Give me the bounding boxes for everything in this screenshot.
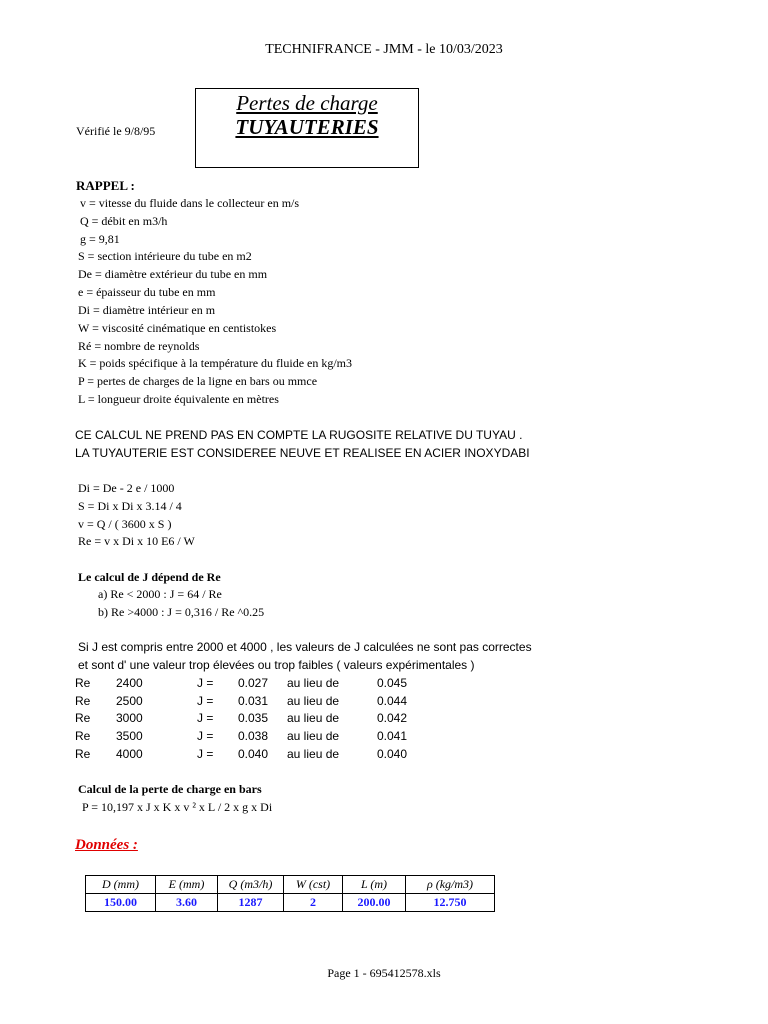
j-case-line: a) Re < 2000 : J = 64 / Re [98,587,222,601]
notice-line: LA TUYAUTERIE EST CONSIDEREE NEUVE ET REALISEE EN ACIER INOXYDABI [75,446,530,460]
j-case-line: b) Re >4000 : J = 0,316 / Re ^0.25 [98,605,265,619]
table-cell[interactable]: 12.750 [406,894,495,912]
page-footer: Page 1 - 695412578.xls [327,966,441,980]
notice-line: CE CALCUL NE PREND PAS EN COMPTE LA RUGOSITE RELATIVE DU TUYAU . [75,428,523,442]
j-value: 0.040 [238,747,269,761]
column-header: L (m) [343,876,406,894]
re-value: 3000 [116,711,143,725]
j-section-heading: Le calcul de J dépend de Re [78,570,221,584]
j-label: J = [197,747,214,761]
table-cell[interactable]: 3.60 [156,894,218,912]
definition-line: g = 9,81 [80,232,120,246]
donnees-title: Données : [75,837,138,853]
experimental-value: 0.045 [377,676,408,690]
column-header: ρ (kg/m3) [406,876,495,894]
instead-label: au lieu de [287,694,340,708]
definition-line: P = pertes de charges de la ligne en bars ou mmce [78,374,318,388]
table-cell[interactable]: 2 [284,894,343,912]
j-label: J = [197,694,214,708]
table-row [86,894,495,912]
instead-label: au lieu de [287,711,340,725]
definition-line: v = vitesse du fluide dans le collecteur en m/s [80,196,300,210]
j-value: 0.031 [238,694,269,708]
formula-line: S = Di x Di x 3.14 / 4 [78,499,182,513]
column-header: W (cst) [284,876,343,894]
re-value: 2400 [116,676,143,690]
j-label: J = [197,711,214,725]
title-line-2: TUYAUTERIES [235,115,379,139]
perte-formula: P = 10,197 x J x K x v ² x L / 2 x g x Di [82,800,273,814]
title-line-1: Pertes de charge [236,91,378,115]
definition-line: W = viscosité cinématique en centistokes [78,321,277,335]
definition-line: Q = débit en m3/h [80,214,168,228]
table-cell[interactable]: 200.00 [343,894,406,912]
re-label: Re [75,747,91,761]
title-box [195,88,419,168]
re-label: Re [75,694,91,708]
j-value: 0.027 [238,676,269,690]
rappel-heading: RAPPEL : [76,178,135,193]
experimental-value: 0.040 [377,747,408,761]
formula-line: Re = v x Di x 10 E6 / W [78,534,195,548]
definition-line: De = diamètre extérieur du tube en mm [78,267,268,281]
re-label: Re [75,729,91,743]
definition-line: Di = diamètre intérieur en m [78,303,216,317]
verified-date: Vérifié le 9/8/95 [76,124,156,138]
instead-label: au lieu de [287,676,340,690]
j-label: J = [197,676,214,690]
j-value: 0.035 [238,711,269,725]
definition-line: K = poids spécifique à la température du fluide en kg/m3 [78,356,353,370]
experimental-value: 0.042 [377,711,408,725]
re-label: Re [75,711,91,725]
perte-heading: Calcul de la perte de charge en bars [78,782,262,796]
warning-line: Si J est compris entre 2000 et 4000 , les valeurs de J calculées ne sont pas correctes [78,640,532,654]
j-label: J = [197,729,214,743]
definition-line: e = épaisseur du tube en mm [78,285,216,299]
j-value: 0.038 [238,729,269,743]
formula-line: v = Q / ( 3600 x S ) [78,517,172,531]
table-header-row [86,876,495,894]
experimental-value: 0.044 [377,694,408,708]
column-header: E (mm) [156,876,218,894]
page-header: TECHNIFRANCE - JMM - le 10/03/2023 [265,42,503,57]
instead-label: au lieu de [287,729,340,743]
instead-label: au lieu de [287,747,340,761]
column-header: D (mm) [86,876,156,894]
formula-line: Di = De - 2 e / 1000 [78,481,175,495]
re-value: 2500 [116,694,143,708]
re-value: 4000 [116,747,143,761]
donnees-table [85,875,495,912]
definition-line: Ré = nombre de reynolds [78,339,200,353]
definition-line: S = section intérieure du tube en m2 [78,249,252,263]
column-header: Q (m3/h) [218,876,284,894]
table-cell[interactable]: 150.00 [86,894,156,912]
definition-line: L = longueur droite équivalente en mètres [78,392,279,406]
table-cell[interactable]: 1287 [218,894,284,912]
re-label: Re [75,676,91,690]
re-value: 3500 [116,729,143,743]
warning-line: et sont d' une valeur trop élevées ou trop faibles ( valeurs expérimentales ) [78,658,475,672]
experimental-value: 0.041 [377,729,408,743]
